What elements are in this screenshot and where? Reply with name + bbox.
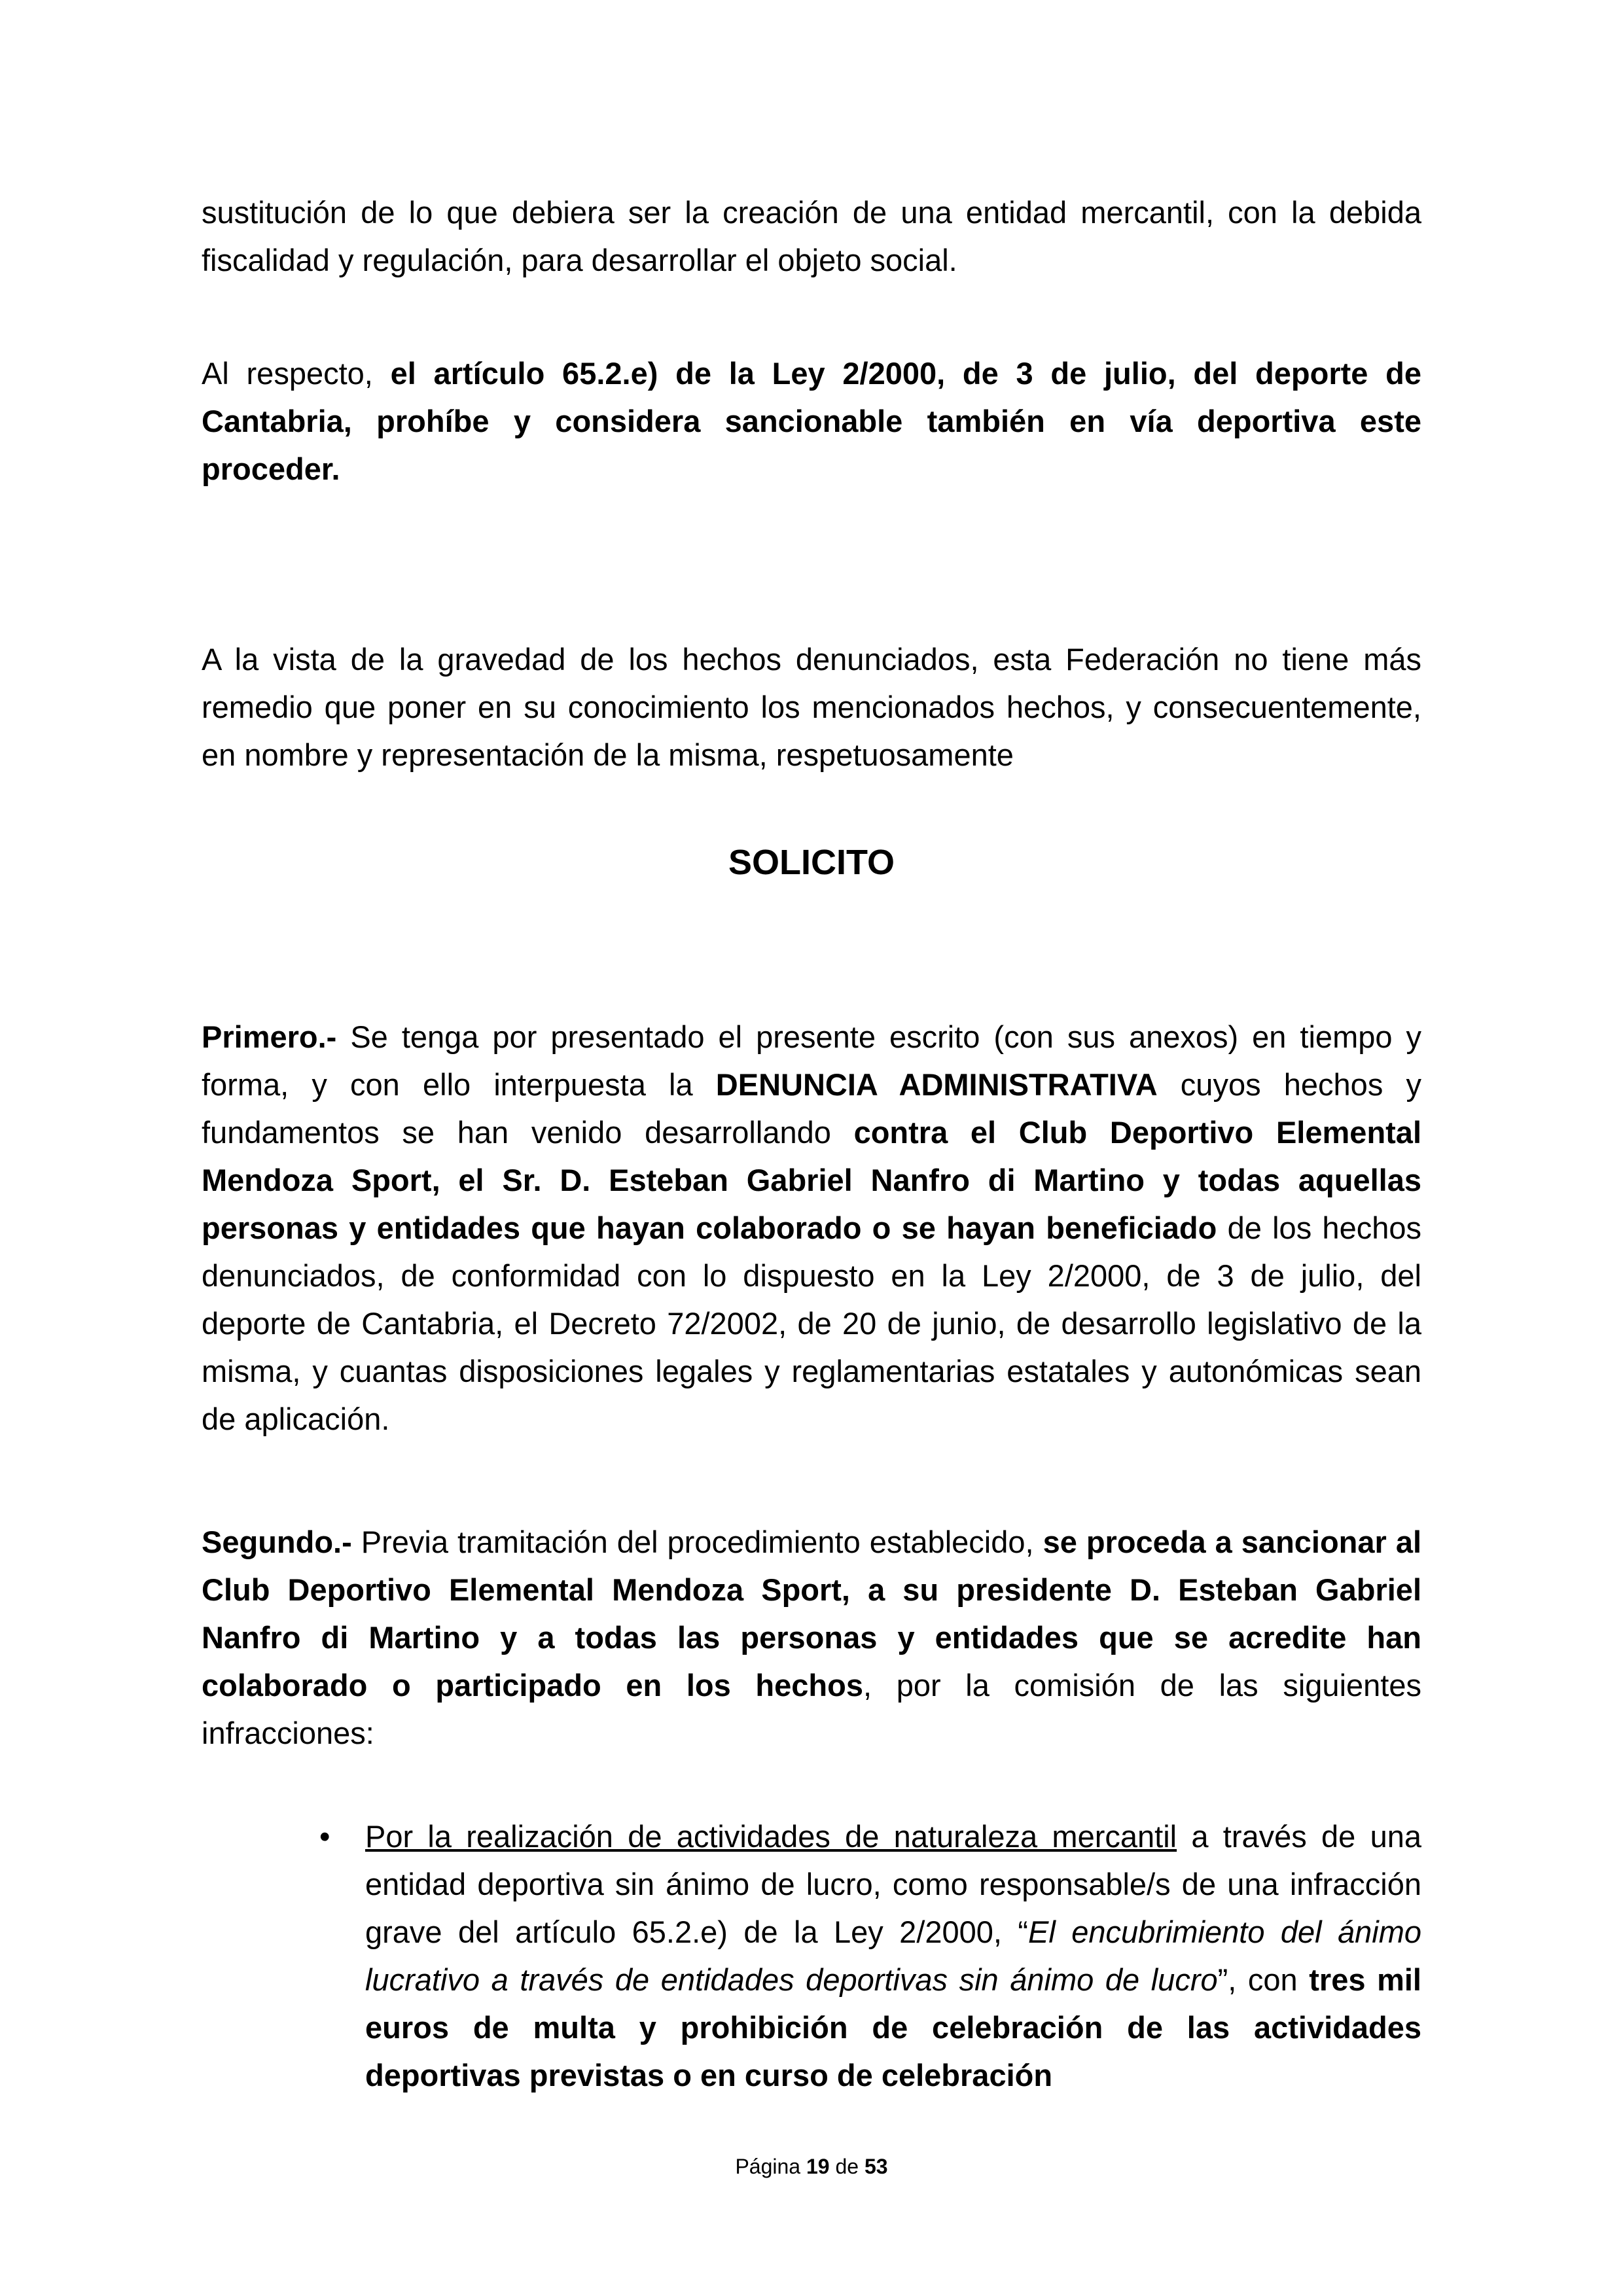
infraction-sanction: tres mil euros de multa y prohibición de celebración de las actividades deportivas previstas o en curso de celebración — [365, 1962, 1421, 2093]
para-sustitucion — [202, 188, 1421, 284]
para-primero-run5: de los hechos denunciados, de conformidad con lo dispuesto en la Ley 2/2000, de 3 de julio, del deporte de Cantabria, el Decreto 72/2002, de 20 de junio, de desarrollo legislativo de la misma, y cuantas disposiciones legales y reglamentarias estatales y autonómicas sean de aplicación. — [202, 1210, 1421, 1436]
para-sustitucion-text: sustitución de lo que debiera ser la creación de una entidad mercantil, con la debida fiscalidad y regulación, para desarrollar el objeto social. — [202, 195, 1421, 277]
para-al-respecto-lead: Al respecto, — [202, 356, 391, 391]
solicito-heading: SOLICITO — [728, 843, 895, 882]
para-segundo-sancionar: se proceda a sancionar al Club Deportivo Elemental Mendoza Sport, a su presidente D. Esteban Gabriel Nanfro di Martino y a todas las personas y entidades que se acredite han colaborado o participado en los hechos — [202, 1525, 1422, 1703]
infraction-run2: ”, con — [1217, 1962, 1310, 1997]
footer-separator: de — [829, 2155, 865, 2178]
para-segundo-label: Segundo.- — [202, 1525, 352, 1559]
para-primero — [202, 1013, 1421, 1443]
para-segundo-run3: , por la comisión de las siguientes infracciones: — [202, 1668, 1421, 1750]
para-primero-run3: cuyos hechos y fundamentos se han venido desarrollando — [202, 1067, 1421, 1150]
para-al-respecto — [202, 349, 1421, 493]
infractions-list — [202, 1812, 1421, 2099]
para-segundo-run1: Previa tramitación del procedimiento establecido, — [351, 1525, 1043, 1559]
footer-page-number: 19 — [806, 2155, 830, 2178]
infraction-quote: El encubrimiento del ánimo lucrativo a través de entidades deportivas sin ánimo de lucro — [365, 1915, 1421, 1997]
infraction-underlined: Por la realización de actividades de naturaleza mercantil — [365, 1819, 1177, 1854]
bullet-icon: • — [319, 1819, 330, 1854]
para-primero-label: Primero.- — [202, 1019, 337, 1054]
footer-label: Página — [735, 2155, 806, 2178]
infraction-run1: a través de una entidad deportiva sin ánimo de lucro, como responsable/s de una infracción grave del artículo 65.2.e) de la Ley 2/2000, “ — [365, 1819, 1421, 1949]
para-primero-contra: contra el Club Deportivo Elemental Mendoza Sport, el Sr. D. Esteban Gabriel Nanfro di Martino y todas aquellas personas y entidades que hayan colaborado o se hayan beneficiado — [202, 1115, 1421, 1245]
para-primero-denuncia: DENUNCIA ADMINISTRATIVA — [715, 1067, 1158, 1102]
para-federacion-text: A la vista de la gravedad de los hechos denunciados, esta Federación no tiene más remedio que poner en su conocimiento los mencionados hechos, y consecuentemente, en nombre y representación de la misma, respetuosamente — [202, 642, 1421, 772]
para-segundo — [202, 1518, 1421, 1757]
para-primero-run1: Se tenga por presentado el presente escrito (con sus anexos) en tiempo y forma, y con ello interpuesta la — [202, 1019, 1421, 1102]
infraction-item — [202, 1812, 1421, 2099]
para-al-respecto-emphasis: el artículo 65.2.e) de la Ley 2/2000, de 3 de julio, del deporte de Cantabria, prohíbe y considera sancionable también en vía deportiva este proceder. — [202, 356, 1421, 486]
footer-total-pages: 53 — [864, 2155, 888, 2178]
para-federacion — [202, 635, 1421, 779]
page-footer — [0, 2153, 1623, 2180]
